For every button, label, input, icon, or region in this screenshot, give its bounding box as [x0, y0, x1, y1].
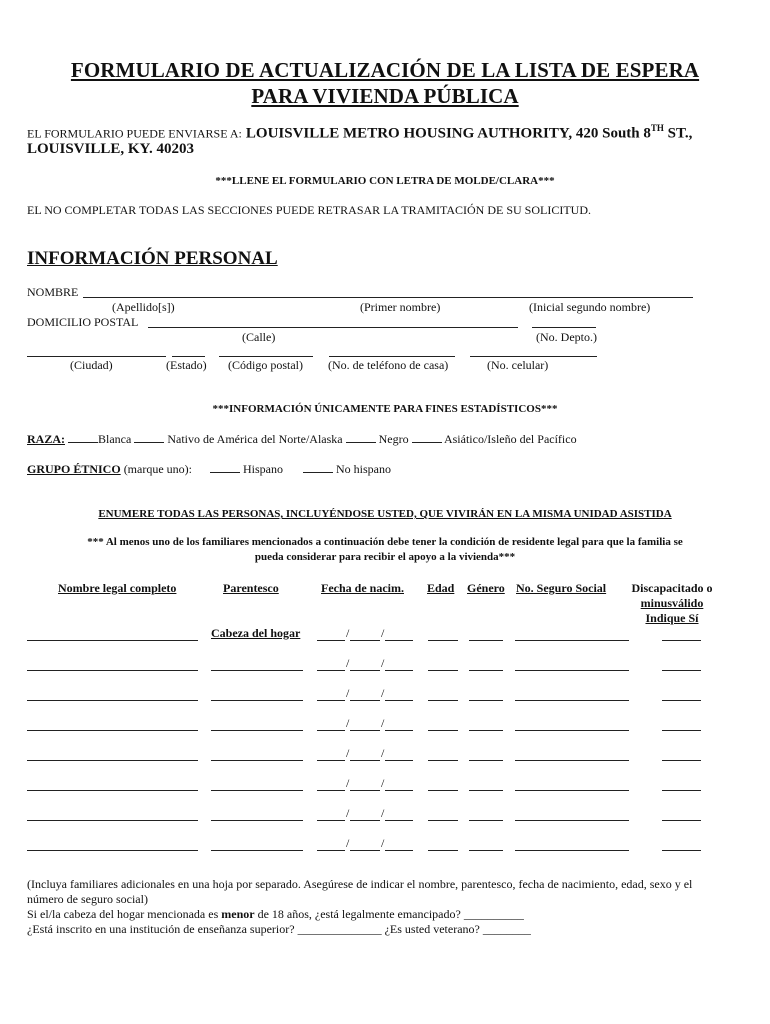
date-separator: / [381, 656, 385, 670]
date-separator: / [346, 686, 350, 700]
home-phone-field[interactable] [329, 356, 455, 357]
submission-address [27, 123, 692, 142]
member-dob-year-field[interactable] [385, 790, 413, 791]
member-gender-field[interactable] [469, 850, 503, 851]
member-relation-field[interactable] [211, 700, 303, 701]
member-gender-field[interactable] [469, 820, 503, 821]
address-sup: TH [650, 123, 664, 133]
member-dob-month-field[interactable] [317, 700, 345, 701]
race-option-white: Blanca [98, 432, 132, 446]
address-after-sup: ST., [663, 125, 693, 142]
race-blank-1[interactable] [68, 442, 98, 443]
apt-field[interactable] [532, 327, 596, 328]
col-gender-header: Género [467, 581, 505, 595]
member-ssn-field[interactable] [515, 730, 629, 731]
form-title-line2: PARA VIVIENDA PÚBLICA [251, 84, 519, 108]
race-label: RAZA: [27, 432, 65, 446]
street-caption: (Calle) [242, 330, 276, 344]
member-age-field[interactable] [428, 730, 458, 731]
member-relation-field[interactable] [211, 850, 303, 851]
member-relation-field[interactable] [211, 820, 303, 821]
date-separator: / [346, 746, 350, 760]
member-ssn-field[interactable] [515, 640, 629, 641]
lastname-caption: (Apellido[s]) [112, 300, 175, 314]
member-dob-day-field[interactable] [350, 670, 380, 671]
street-field[interactable] [148, 327, 518, 328]
col-dob-header: Fecha de nacim. [321, 581, 404, 595]
member-dob-month-field[interactable] [317, 670, 345, 671]
date-separator: / [381, 836, 385, 850]
member-dob-day-field[interactable] [350, 820, 380, 821]
member-name-field[interactable] [27, 820, 198, 821]
member-age-field[interactable] [428, 640, 458, 641]
member-disabled-field[interactable] [662, 760, 701, 761]
member-dob-day-field[interactable] [350, 850, 380, 851]
member-relation-field[interactable] [211, 760, 303, 761]
date-separator: / [346, 716, 350, 730]
residency-note-line2: pueda considerar para recibir el apoyo a la vivienda*** [254, 551, 516, 563]
home-phone-caption: (No. de teléfono de casa) [328, 358, 449, 372]
date-separator: / [346, 806, 350, 820]
member-gender-field[interactable] [469, 730, 503, 731]
member-name-field[interactable] [27, 670, 198, 671]
race-row [27, 432, 577, 447]
member-disabled-field[interactable] [662, 730, 701, 731]
date-separator: / [381, 686, 385, 700]
ethnic-label: GRUPO ÉTNICO [27, 462, 121, 476]
ethnic-blank-2[interactable] [303, 472, 333, 473]
col-age-header: Edad [427, 581, 455, 595]
member-dob-year-field[interactable] [385, 700, 413, 701]
member-gender-field[interactable] [469, 670, 503, 671]
household-heading: ENUMERE TODAS LAS PERSONAS, INCLUYÉNDOSE USTED, QUE VIVIRÁN EN LA MISMA UNIDAD ASISTIDA [98, 508, 672, 520]
member-name-field[interactable] [27, 850, 198, 851]
ethnic-row [27, 462, 391, 477]
member-dob-month-field[interactable] [317, 730, 345, 731]
date-separator: / [381, 776, 385, 790]
minor-word: menor [221, 907, 255, 921]
member-dob-year-field[interactable] [385, 640, 413, 641]
print-clearly-note: ***LLENE EL FORMULARIO CON LETRA DE MOLDE/CLARA*** [215, 175, 555, 187]
address-prefix: EL FORMULARIO PUEDE ENVIARSE A: [27, 126, 242, 141]
member-disabled-field[interactable] [662, 700, 701, 701]
col-name-header: Nombre legal completo [58, 581, 177, 595]
apt-caption: (No. Depto.) [536, 330, 597, 344]
member-dob-day-field[interactable] [350, 640, 380, 641]
col-relation-header: Parentesco [223, 581, 279, 595]
col-disabled-header [622, 581, 722, 626]
city-field[interactable] [27, 356, 166, 357]
member-relation-field[interactable] [211, 670, 303, 671]
col-disabled-l2: minusválido [640, 596, 704, 610]
state-caption: (Estado) [166, 358, 207, 372]
city-caption: (Ciudad) [70, 358, 113, 372]
firstname-caption: (Primer nombre) [360, 300, 441, 314]
member-name-field[interactable] [27, 760, 198, 761]
incomplete-warning: EL NO COMPLETAR TODAS LAS SECCIONES PUEDE RETRASAR LA TRAMITACIÓN DE SU SOLICITUD. [27, 203, 591, 217]
member-dob-year-field[interactable] [385, 670, 413, 671]
residency-note-line1: *** Al menos uno de los familiares mencionados a continuación debe tener la condición de residente legal para que la familia se [87, 536, 683, 548]
name-label: NOMBRE [27, 285, 79, 299]
middle-initial-caption: (Inicial segundo nombre) [529, 300, 651, 314]
footer-line1: (Incluya familiares adicionales en una hoja por separado. Asegúrese de indicar el nombre, parentesco, fecha de nacimiento, edad, sexo y el [27, 877, 693, 891]
date-separator: / [346, 656, 350, 670]
member-name-field[interactable] [27, 790, 198, 791]
member-dob-day-field[interactable] [350, 790, 380, 791]
member-dob-month-field[interactable] [317, 820, 345, 821]
ethnic-option-non-hispanic: No hispano [336, 462, 391, 476]
member-dob-year-field[interactable] [385, 730, 413, 731]
race-option-asian: Asiático/Isleño del Pacífico [443, 432, 577, 446]
member-dob-month-field[interactable] [317, 790, 345, 791]
ethnic-blank-1[interactable] [210, 472, 240, 473]
member-age-field[interactable] [428, 760, 458, 761]
race-blank-3[interactable] [346, 442, 376, 443]
member-name-field[interactable] [27, 700, 198, 701]
address-city: LOUISVILLE, KY. 40203 [27, 141, 194, 157]
member-dob-day-field[interactable] [350, 700, 380, 701]
member-dob-month-field[interactable] [317, 850, 345, 851]
postal-address-label: DOMICILIO POSTAL [27, 315, 139, 329]
member-disabled-field[interactable] [662, 790, 701, 791]
address-org: LOUISVILLE METRO HOUSING AUTHORITY, 420 South 8 [245, 125, 651, 142]
date-separator: / [381, 626, 385, 640]
member-dob-month-field[interactable] [317, 640, 345, 641]
date-separator: / [346, 776, 350, 790]
zip-caption: (Código postal) [228, 358, 303, 372]
ethnic-hint: (marque uno): [123, 462, 192, 476]
name-field[interactable] [83, 297, 693, 298]
date-separator: / [381, 746, 385, 760]
member-dob-month-field[interactable] [317, 760, 345, 761]
member-dob-day-field[interactable] [350, 760, 380, 761]
col-disabled-l3: Indique Sí [645, 611, 699, 625]
footer-line2: número de seguro social) [27, 892, 148, 906]
ethnic-option-hispanic: Hispano [243, 462, 283, 476]
state-field[interactable] [172, 356, 205, 357]
minor-question-post: de 18 años, ¿está legalmente emancipado? __________ [254, 907, 524, 921]
member-dob-year-field[interactable] [385, 820, 413, 821]
race-option-native: Nativo de América del Norte/Alaska [167, 432, 343, 446]
minor-question-pre: Si el/la cabeza del hogar mencionada es [27, 907, 222, 921]
member-age-field[interactable] [428, 790, 458, 791]
member-disabled-field[interactable] [662, 850, 701, 851]
member-gender-field[interactable] [469, 700, 503, 701]
member-disabled-field[interactable] [662, 640, 701, 641]
member-ssn-field[interactable] [515, 670, 629, 671]
member-disabled-field[interactable] [662, 820, 701, 821]
head-of-household-label: Cabeza del hogar [211, 626, 301, 640]
footer-line4: ¿Está inscrito en una institución de enseñanza superior? ______________ ¿Es usted veterano? ________ [27, 922, 531, 936]
date-separator: / [346, 626, 350, 640]
member-relation-field[interactable] [211, 790, 303, 791]
member-name-field[interactable] [27, 730, 198, 731]
date-separator: / [381, 806, 385, 820]
member-ssn-field[interactable] [515, 790, 629, 791]
member-dob-year-field[interactable] [385, 850, 413, 851]
zip-field[interactable] [219, 356, 313, 357]
statistics-heading: ***INFORMACIÓN ÚNICAMENTE PARA FINES ESTADÍSTICOS*** [212, 403, 558, 415]
member-age-field[interactable] [428, 850, 458, 851]
member-age-field[interactable] [428, 700, 458, 701]
personal-info-heading: INFORMACIÓN PERSONAL [27, 248, 278, 269]
race-blank-4[interactable] [412, 442, 442, 443]
member-name-field[interactable] [27, 640, 198, 641]
col-disabled-l1: Discapacitado o [631, 581, 713, 595]
member-disabled-field[interactable] [662, 670, 701, 671]
member-age-field[interactable] [428, 820, 458, 821]
date-separator: / [381, 716, 385, 730]
member-ssn-field[interactable] [515, 850, 629, 851]
member-dob-day-field[interactable] [350, 730, 380, 731]
footer-line3 [27, 907, 524, 922]
member-relation-field[interactable] [211, 730, 303, 731]
member-ssn-field[interactable] [515, 700, 629, 701]
cell-phone-field[interactable] [470, 356, 597, 357]
col-ssn-header: No. Seguro Social [516, 581, 607, 595]
member-ssn-field[interactable] [515, 820, 629, 821]
member-gender-field[interactable] [469, 760, 503, 761]
race-blank-2[interactable] [134, 442, 164, 443]
member-age-field[interactable] [428, 670, 458, 671]
form-title-line1: FORMULARIO DE ACTUALIZACIÓN DE LA LISTA DE ESPERA [70, 58, 700, 82]
member-gender-field[interactable] [469, 640, 503, 641]
date-separator: / [346, 836, 350, 850]
cell-caption: (No. celular) [487, 358, 549, 372]
race-option-black: Negro [378, 432, 409, 446]
member-gender-field[interactable] [469, 790, 503, 791]
member-dob-year-field[interactable] [385, 760, 413, 761]
member-ssn-field[interactable] [515, 760, 629, 761]
